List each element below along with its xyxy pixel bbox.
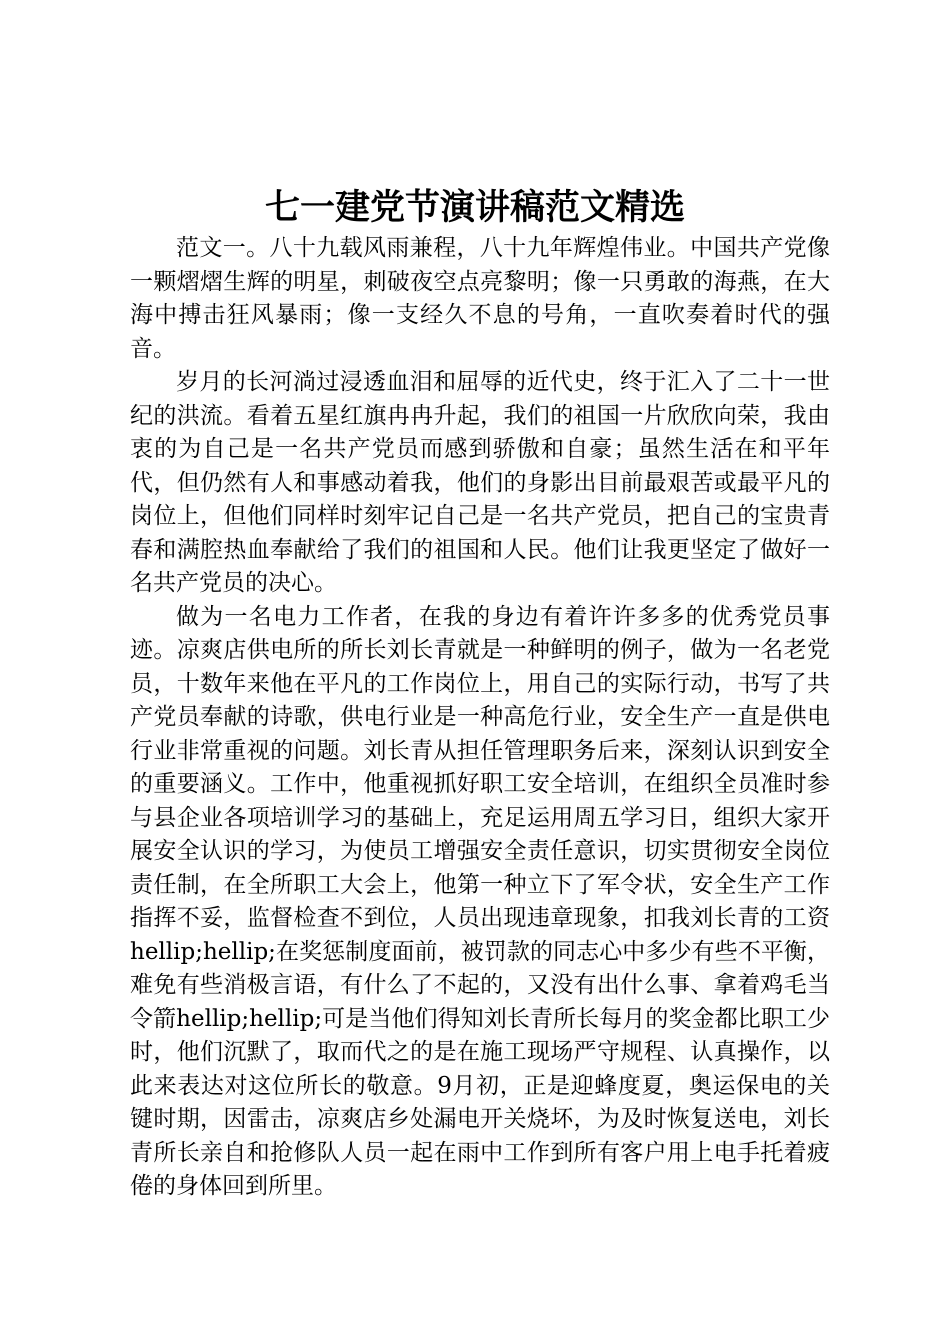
paragraph: 做为一名电力工作者，在我的身边有着许许多多的优秀党员事迹。凉爽店供电所的所长刘长青就是一种鲜明的例子，做为一名老党员，十数年来他在平凡的工作岗位上，用自己的实际行动，书写了共产党员奉献的诗歌，供电行业是一种高危行业，安全生产一直是供电行业非常重视的问题。刘长青从担任管理职务后来，深刻认识到安全的重要涵义。工作中，他重视抓好职工安全培训，在组织全员准时参与县企业各项培训学习的基础上，充足运用周五学习日，组织大家开展安全认识的学习，为使员工增强安全责任意识，切实贯彻安全岗位责任制，在全所职工大会上，他第一种立下了军令状，安全生产工作指挥不妥，监督检查不到位，人员出现违章现象，扣我刘长青的工资hellip;hellip;在奖惩制度面前，被罚款的同志心中多少有些不平衡，难免有些消极言语，有什么了不起的，又没有出什么事、拿着鸡毛当令箭hellip;hellip;可是当他们得知刘长青所长每月的奖金都比职工少时，他们沉默了，取而代之的是在施工现场严守规程、认真操作，以此来表达对这位所长的敬意。9月初，正是迎蜂度夏，奥运保电的关键时期，因雷击，凉爽店乡处漏电开关烧坏，为及时恢复送电，刘长青所长亲自和抢修队人员一起在雨中工作到所有客户用上电手托着疲倦的身体回到所里。 xyxy=(130,603,830,1199)
document-body xyxy=(130,232,830,1204)
paragraph: 岁月的长河淌过浸透血泪和屈辱的近代史，终于汇入了二十一世纪的洪流。看着五星红旗冉冉升起，我们的祖国一片欣欣向荣，我由衷的为自己是一名共产党员而感到骄傲和自豪；虽然生活在和平年代，但仍然有人和事感动着我，他们的身影出目前最艰苦或最平凡的岗位上，但他们同样时刻牢记自己是一名共产党员，把自己的宝贵青春和满腔热血奉献给了我们的祖国和人民。他们让我更坚定了做好一名共产党员的决心。 xyxy=(130,369,830,596)
document-title: 七一建党节演讲稿范文精选 xyxy=(264,187,685,228)
paragraph: 范文一。八十九载风雨兼程，八十九年辉煌伟业。中国共产党像一颗熠熠生辉的明星，刺破夜空点亮黎明；像一只勇敢的海燕，在大海中搏击狂风暴雨；像一支经久不息的号角，一直吹奏着时代的强音。 xyxy=(130,235,830,362)
